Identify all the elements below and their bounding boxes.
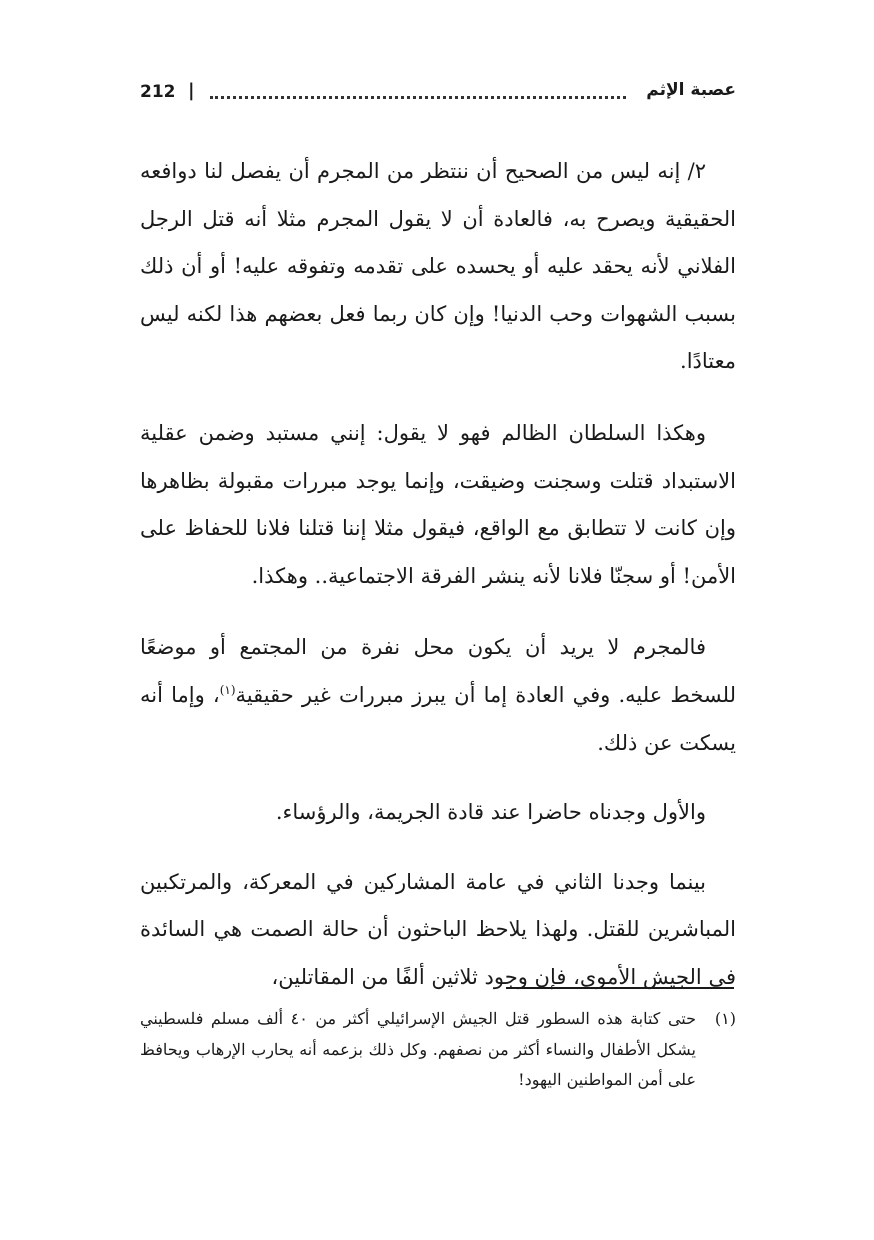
- paragraph-2: وهكذا السلطان الظالم فهو لا يقول: إنني مستبد وضمن عقلية الاستبداد قتلت وسجنت وضيقت، وإنما يوجد مبررات مقبولة بظاهرها وإن كانت لا تتطابق مع الواقع، فيقول مثلا إننا قتلنا فلانا للحفاظ على الأمن! أو سجنّا فلانا لأنه ينشر الفرقة الاجتماعية.. وهكذا.: [140, 420, 736, 588]
- footnote-number: (١): [714, 1009, 736, 1028]
- main-text: [140, 148, 736, 1026]
- footnote-text: حتى كتابة هذه السطور قتل الجيش الإسرائيلي أكثر من ٤٠ ألف مسلم فلسطيني يشكل الأطفال والنساء أكثر من نصفهم. وكل ذلك بزعمه أنه يحارب الإرهاب ويحافظ على أمن المواطنين اليهود!: [140, 1009, 697, 1089]
- header-separator: |: [188, 80, 195, 101]
- paragraph-5: بينما وجدنا الثاني في عامة المشاركين في المعركة، والمرتكبين المباشرين للقتل. ولهذا يلاحظ الباحثون أن حالة الصمت هي السائدة في الجيش الأموي، فإن وجود ثلاثين ألفًا من المقاتلين،: [140, 869, 736, 989]
- page-number: 212: [140, 82, 176, 102]
- paragraph-3-text-a: فالمجرم لا يريد أن يكون محل نفرة من المجتمع أو موضعًا للسخط عليه. وفي العادة إما أن يبرز مبررات غير حقيقية: [140, 635, 736, 707]
- page-header: [140, 76, 736, 116]
- footnote: [140, 1004, 736, 1096]
- paragraph-3-text-b: ، وإما أنه يسكت عن ذلك.: [140, 682, 736, 755]
- paragraph-1: ٢/ إنه ليس من الصحيح أن ننتظر من المجرم أن يفصل لنا دوافعه الحقيقية ويصرح به، فالعادة أن لا يقول المجرم مثلا أنه قتل الرجل الفلاني لأنه يحقد عليه أو يحسده على تقدمه وتفوقه عليه! أو أن ذلك بسبب الشهوات وحب الدنيا! وإن كان ربما فعل بعضهم هذا لكنه ليس معتادًا.: [140, 159, 736, 374]
- dotted-leader: [210, 96, 626, 99]
- paragraph-3: [140, 624, 736, 767]
- footnote-divider: [506, 987, 734, 989]
- running-title: عصبة الإثم: [646, 80, 736, 100]
- footnote-reference[interactable]: (١): [219, 682, 236, 697]
- paragraph-4: والأول وجدناه حاضرا عند قادة الجريمة، والرؤساء.: [275, 800, 706, 825]
